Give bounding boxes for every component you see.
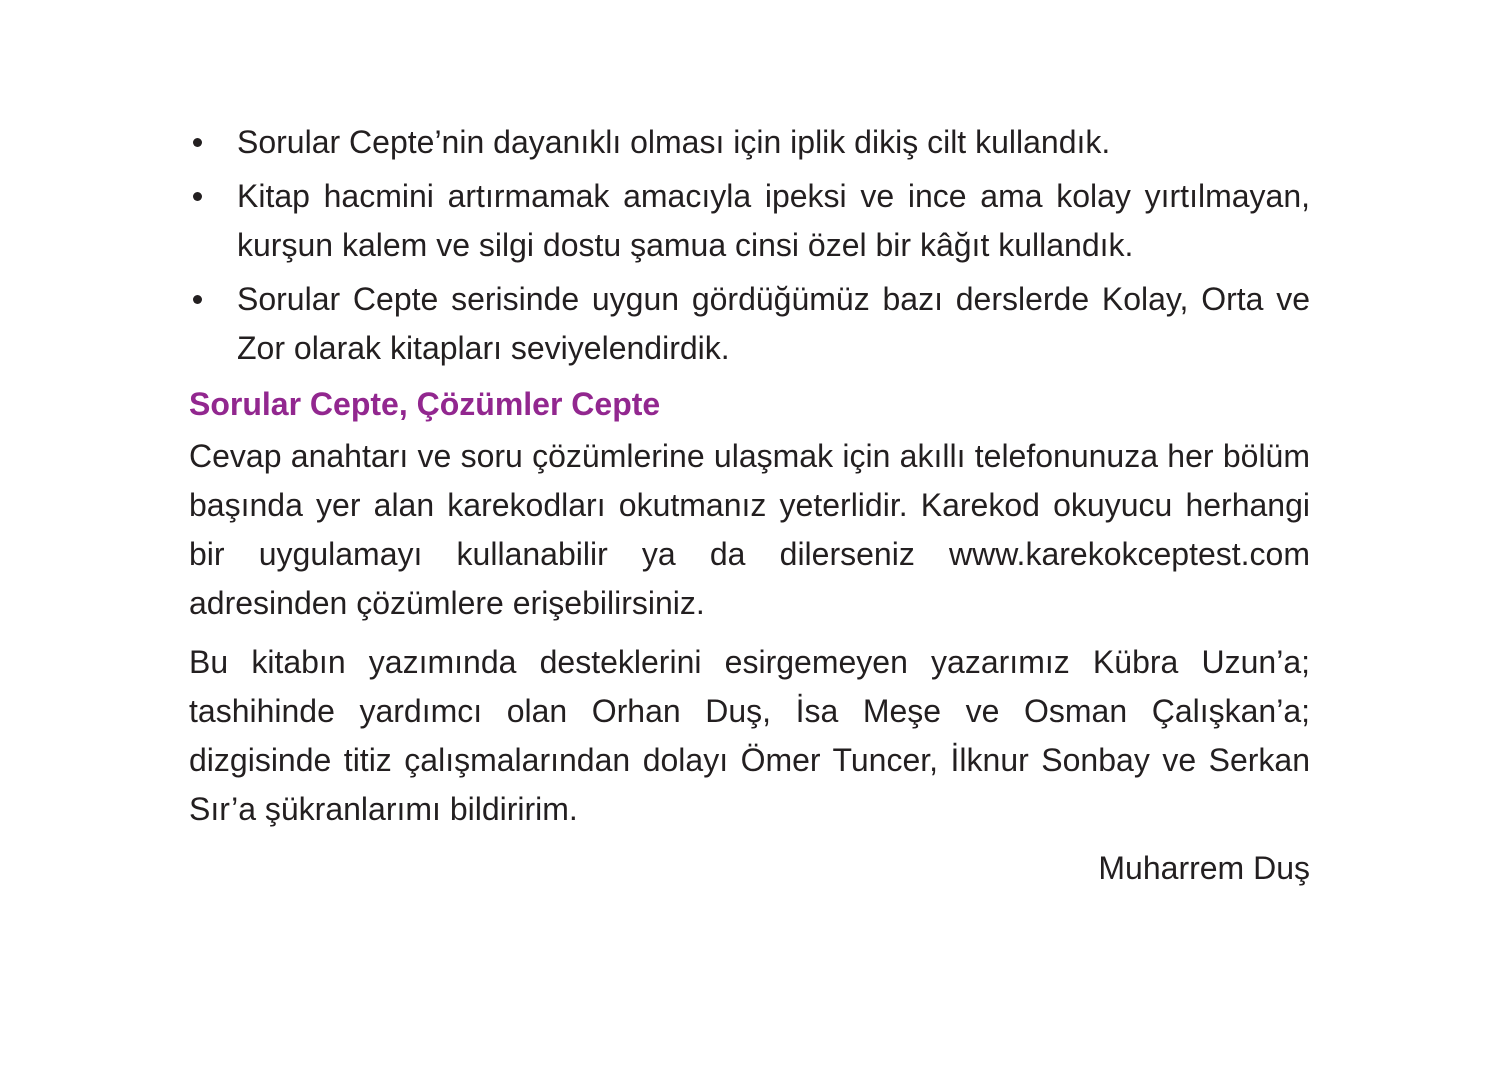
bullet-icon <box>193 138 202 147</box>
list-item-text: Sorular Cepte’nin dayanıklı olması için iplik dikiş cilt kullandık. <box>237 124 1111 160</box>
section-heading: Sorular Cepte, Çözümler Cepte <box>189 386 661 422</box>
list-item <box>189 172 1310 270</box>
author-signature: Muharrem Duş <box>1098 850 1310 886</box>
list-item <box>189 275 1310 373</box>
page-content <box>189 118 1310 893</box>
feature-list <box>189 118 1310 373</box>
list-item-text: Kitap hacmini artırmamak amacıyla ipeksi ve ince ama kolay yırtılmayan, kurşun kalem ve silgi dostu şamua cinsi özel bir kâğıt kullandık. <box>237 178 1310 263</box>
bullet-icon <box>193 192 202 201</box>
acknowledgements-paragraph: Bu kitabın yazımında desteklerini esirgemeyen yazarımız Kübra Uzun’a; tashihinde yardımcı olan Orhan Duş, İsa Meşe ve Osman Çalışkan’a; dizgisinde titiz çalışmalarından dolayı Ömer Tuncer, İlknur Sonbay ve Serkan Sır’a şükranlarımı bildiririm. <box>189 644 1310 827</box>
bullet-icon <box>193 295 202 304</box>
list-item-text: Sorular Cepte serisinde uygun gördüğümüz bazı derslerde Kolay, Orta ve Zor olarak kitapları seviyelendirdik. <box>237 281 1310 366</box>
solutions-paragraph: Cevap anahtarı ve soru çözümlerine ulaşmak için akıllı telefonunuza her bölüm başında yer alan karekodları okutmanız yeterlidir. Karekod okuyucu herhangi bir uygulamayı kullanabilir ya da dilerseniz www.karekokceptest.com adresinden çözümlere erişebilirsiniz. <box>189 438 1310 621</box>
list-item <box>189 118 1310 167</box>
